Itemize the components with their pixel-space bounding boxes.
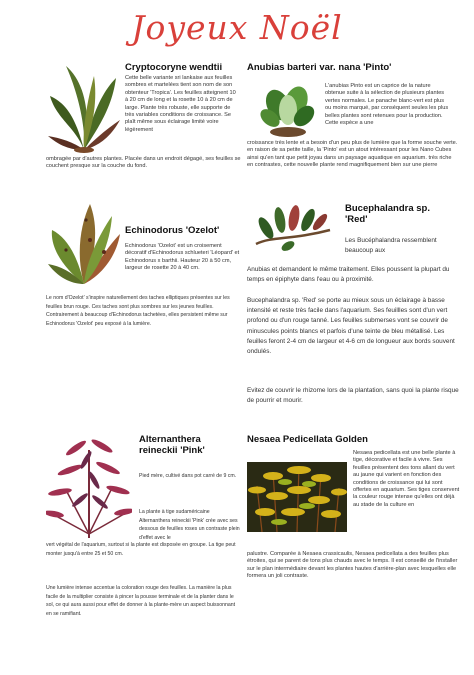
nesaea-side-text: Nesaea pedicellata est une belle plante à tige, décorative et facile à vivre. Ses feuilles présentent des tons allant du vert au jaune qui varient en fonction des conditions de croissance qui lui sont offertes en aquarium. Ses tiges conservent la couleur rouge intense qu'elles ont déjà au stade de la culture en bbox=[353, 450, 460, 508]
nesaea-title: Nesaea Pedicellata Golden bbox=[247, 434, 368, 445]
alter-title-line1: Alternanthera bbox=[139, 434, 201, 445]
bucep-full-text3: Evitez de couvrir le rhizome lors de la plantation, sans quoi la plante risque de pourrir et mourir. bbox=[247, 387, 459, 404]
alter-side-text2: La plante à tige sudaméricaine Alternanthera reineckii 'Pink' crée avec ses dessous de feuilles roses un contraste plein d'effet avec le bbox=[139, 509, 240, 541]
alter-full-text1: vert végétal de l'aquarium, surtout si la plante est disposée en groupe. La tige peut monter jusqu'à entre 25 et 50 cm. bbox=[46, 542, 236, 557]
anubias-plant-image bbox=[258, 80, 318, 138]
alter-full-text2: Une lumière intense accentue la coloration rouge des feuilles. La manière la plus facile de la multiplier consiste à pincer la pousse terminale et de la planter dans le sol, ce qui aura aussi pour effet de donner à la plante-mère un aspect buissonnant en se ramifiant. bbox=[46, 585, 236, 617]
echino-full-text: Le nom d'Ozelot' s'inspire naturellement des taches elliptiques présentes sur les feuilles brun rouge. Ces taches sont plus sombres sur les jeunes feuilles. Contrairement à beaucoup d'Echinodorus tachetées, elles persistent même sur Echinodorus 'Ozelot' peu exposé à la lumière. bbox=[46, 295, 230, 327]
bucep-full-text1: Anubias et demandent le même traitement. Elles poussent la plupart du temps en épiphyte dans l'eau ou à proximité. bbox=[247, 266, 450, 283]
crypto-full-text: ombragée par d'autres plantes. Placée dans un endroit dégagé, ses feuilles se couchent presque sur la couche du fond. bbox=[46, 156, 241, 170]
nesaea-plant-image bbox=[247, 462, 347, 532]
bucephalandra-plant-image bbox=[252, 200, 334, 258]
bucep-title-line2: 'Red' bbox=[345, 214, 368, 225]
alter-title-line2: reineckii 'Pink' bbox=[139, 445, 205, 456]
alter-title-wrap bbox=[139, 434, 249, 456]
anubias-full-text: croissance très lente et a besoin d'un peu plus de lumière que la forme souche verte. en raison de sa petite taille, la 'Pinto' est un atout intéressant pour les Nano Cubes ainsi qu'en tant que petit joyau dans un paysage aquatique en aquarium. très riche en contrastes, cette nouvelle plante rend magnifiquement bien sur une pierre bbox=[247, 140, 458, 169]
crypto-side-text: Cette belle variante sri lankaise aux feuilles sombres et martelées tient son nom de son obtenteur 'Tropica'. Les feuilles atteignent 10 à 20 cm de long et la rosette 10 à 20 cm de large. Plante très robuste, elle supporte de très variables conditions de croissance. Se plaît même sous éclairage limité voire légèrement bbox=[125, 75, 236, 133]
alter-side-text1: Pied mère, cultivé dans pot carré de 9 cm. bbox=[139, 473, 237, 479]
echino-title: Echinodorus 'Ozelot' bbox=[125, 225, 220, 236]
page-title: Joyeux Noël bbox=[131, 8, 343, 47]
cryptocoryne-plant-image bbox=[46, 58, 122, 154]
anubias-title: Anubias barteri var. nana 'Pinto' bbox=[247, 62, 392, 73]
bucep-title-line1: Bucephalandra sp. bbox=[345, 203, 430, 214]
echino-title-wrap bbox=[125, 225, 265, 236]
echinodorus-plant-image bbox=[46, 200, 122, 286]
crypto-title: Cryptocoryne wendtii bbox=[125, 62, 223, 73]
nesaea-full-text: palustre. Comparée à Nesaea crassicaulis, Nesaea pedicellata a des feuilles plus étroites, qui se parent de tons plus chauds avec le temps. Il est conseillé de l'installer sur le plan intermédiaire devant les plantes hautes d'arrière-plan avec lesquelles elle formera un joli contraste. bbox=[247, 551, 458, 580]
bucep-title-wrap bbox=[345, 203, 465, 225]
anubias-side-text: L'anubias Pinto est un caprice de la nature obtenue suite à la sélection de plusieurs plantes vertes normales. Le panache blanc-vert est plus ou moins marqué, par conséquent seules les plus belles plantes sont retenues pour la production. Cette espèce a une bbox=[325, 83, 449, 127]
echino-side-text: Echinodorus 'Ozelot' est un croisement décoratif d'Echinodorus schlueteri 'Léopard' et Echinodorus x barthii. Hauteur 20 à 50 cm, largeur de rosette 20 à 40 cm. bbox=[125, 243, 240, 272]
alternanthera-plant-image bbox=[46, 430, 132, 540]
anubias-title-wrap bbox=[247, 62, 462, 73]
nesaea-title-wrap bbox=[247, 434, 462, 445]
bucep-full-text2: Bucephalandra sp. 'Red' se porte au mieux sous un éclairage à basse intensité et reste très facile dans l'aquarium. Ses feuillles sont d'un vert profond ou d'un rouge tanné. Les feuilles submerses vont se couvrir de minuscules points blancs et parfois d'une teinte de bleu métallisé. Les feuilles feront 2-4 cm de largeur et 4-6 cm de longueur aux bords souvent ondulés. bbox=[247, 297, 455, 356]
bucep-side-text: Les Bucéphalandra ressemblent beaucoup aux bbox=[345, 237, 437, 254]
